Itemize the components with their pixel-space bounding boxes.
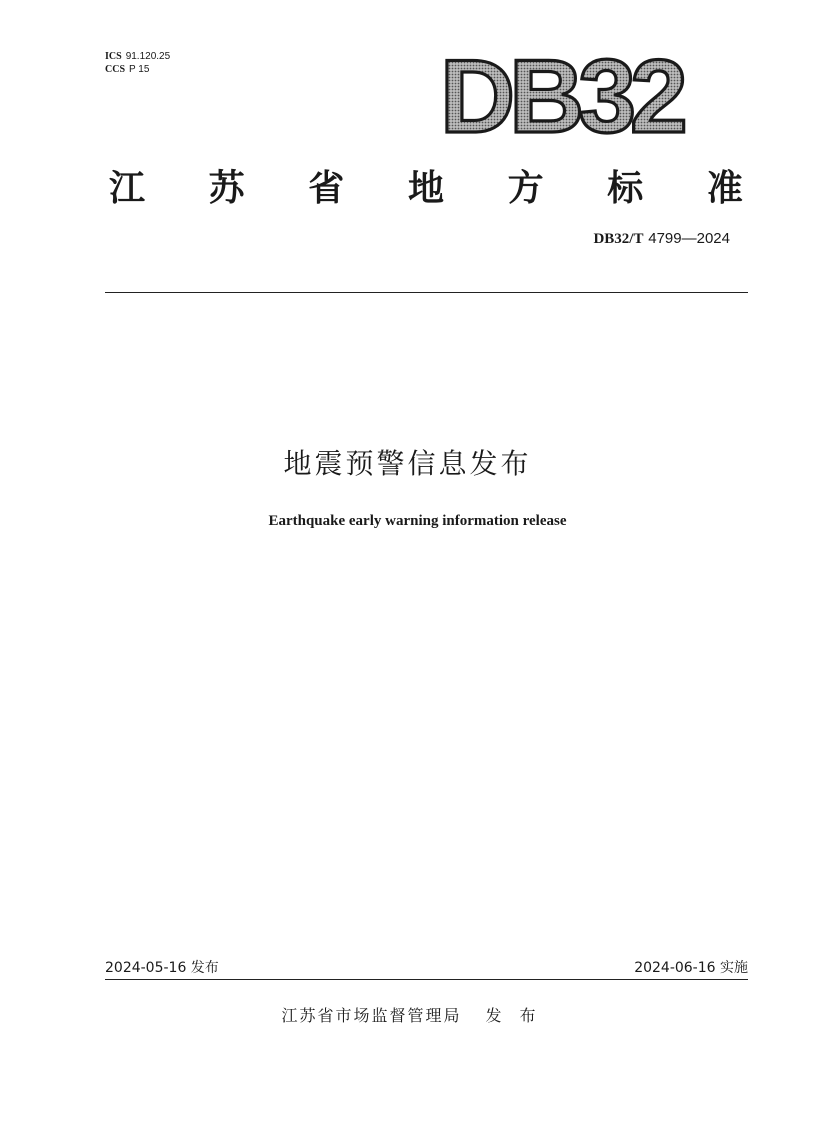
ics-value: 91.120.25: [125, 51, 171, 62]
implementation-date: 2024-06-16 实施: [634, 960, 748, 976]
standard-type-char: 地: [407, 167, 444, 209]
standard-type-char: 省: [308, 167, 345, 209]
standard-type-char: 标: [607, 167, 644, 209]
classification-codes: [105, 50, 170, 76]
title-english: Earthquake early warning information release: [268, 513, 567, 529]
standard-type-char: 方: [507, 167, 544, 209]
issuer: [0, 1003, 815, 1026]
db32-logo-text: DB32: [440, 46, 682, 146]
ccs-code: [105, 63, 170, 76]
date-row: [105, 957, 748, 977]
standard-code-prefix: DB32/T: [593, 231, 644, 247]
standard-code: [593, 229, 730, 248]
standard-type-char: 江: [108, 167, 145, 209]
issuer-name: 江苏省市场监督管理局: [281, 1006, 462, 1025]
footer-divider: [105, 979, 748, 980]
standard-type-heading: [105, 162, 747, 208]
standard-type-char: 准: [706, 167, 743, 209]
issuer-action: 发布: [485, 1006, 554, 1025]
ics-code: [105, 50, 170, 63]
title-chinese: 地震预警信息发布: [283, 447, 532, 480]
release-date: 2024-05-16 发布: [105, 960, 219, 976]
ics-label: ICS: [105, 51, 122, 62]
header-divider: [105, 292, 748, 293]
db32-logo-mark: [436, 46, 696, 146]
db32-logo: [436, 46, 696, 146]
standard-type-char: 苏: [208, 167, 245, 209]
standard-code-number: 4799—2024: [648, 230, 730, 247]
ccs-label: CCS: [105, 64, 126, 75]
ccs-value: P 15: [129, 64, 150, 75]
